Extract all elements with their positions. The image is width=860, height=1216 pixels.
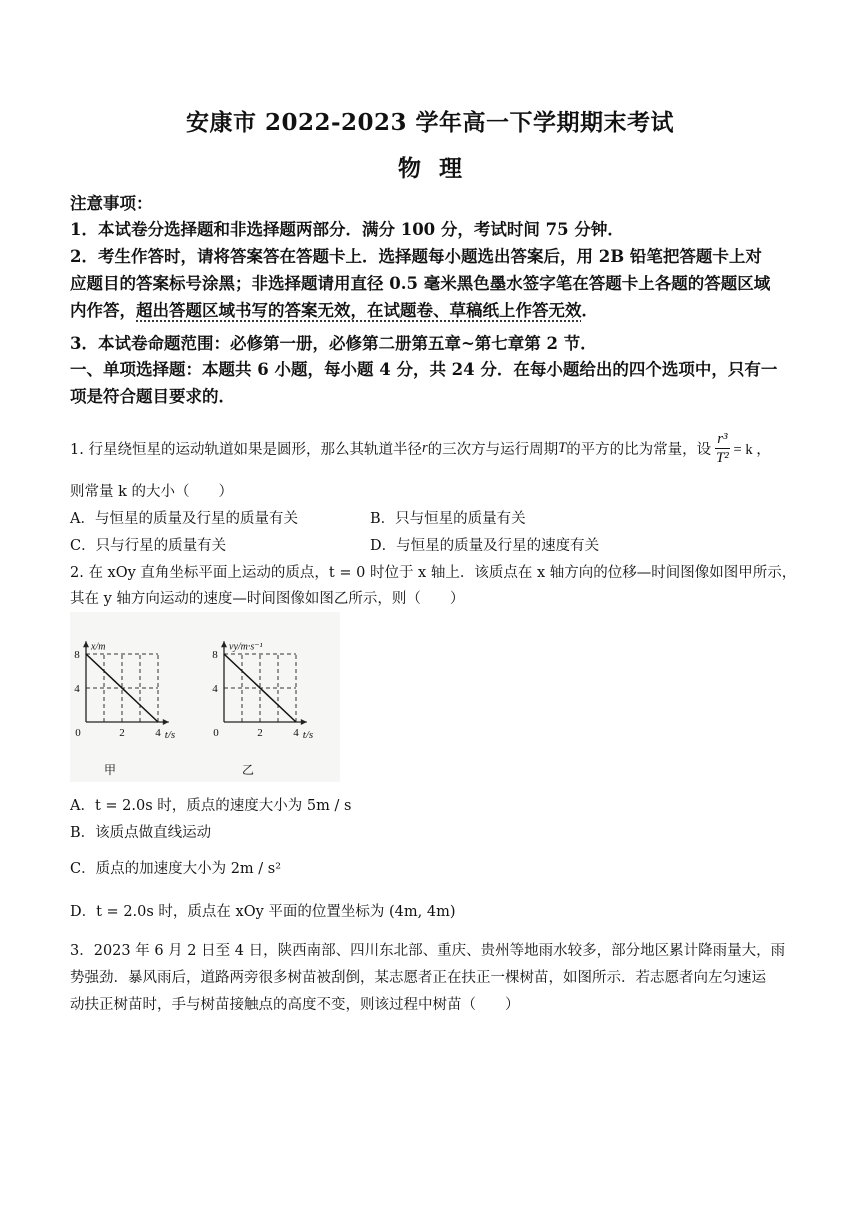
q1-text-d: = k ， [733, 441, 771, 458]
section-1-line-2: 项是符合题目要求的． [70, 387, 235, 406]
q2-option-d: D．t = 2.0s 时，质点在 xOy 平面的位置坐标为 (4m, 4m) [70, 904, 456, 920]
x-axis-label: t/s [164, 729, 176, 741]
q2-graphs-figure [70, 612, 340, 782]
y-axis-label: vy/m·s⁻¹ [229, 641, 263, 653]
question-1-line-2: 则常量 k 的大小（ ） [70, 484, 234, 500]
x-tick-label: 4 [293, 727, 299, 739]
q1-fraction-numerator: r³ [717, 430, 728, 447]
y-tick-label: 4 [212, 683, 218, 695]
question-1-line-1 [70, 424, 771, 472]
notice-item-3: 3．本试卷命题范围：必修第一册，必修第二册第五章~第七章第 2 节． [70, 334, 597, 353]
x-tick-label: 0 [75, 727, 81, 739]
section-1-line-1: 一、单项选择题：本题共 6 小题，每小题 4 分，共 24 分．在每小题给出的四个选项中，只有一 [70, 360, 778, 379]
q1-option-a: A．与恒星的质量及行星的质量有关 [70, 511, 298, 527]
notice-item-2-line-3c: ． [581, 301, 598, 320]
subject-title: 物理 [398, 155, 480, 182]
y-tick-label: 8 [74, 649, 80, 661]
q1-option-d: D．与恒星的质量及行星的速度有关 [370, 538, 600, 554]
q1-option-c: C．只与行星的质量有关 [70, 538, 227, 554]
q2-option-b: B．该质点做直线运动 [70, 825, 212, 841]
q1-var-r: r [421, 439, 428, 456]
x-tick-label: 2 [119, 727, 125, 739]
graph-caption-jia: 甲 [103, 763, 117, 777]
q1-option-b: B．只与恒星的质量有关 [370, 511, 526, 527]
y-tick-label: 8 [212, 649, 218, 661]
q1-text-a: 1. 行星绕恒星的运动轨道如果是圆形，那么其轨道半径 [70, 441, 422, 458]
x-tick-label: 4 [155, 727, 161, 739]
notice-item-2-line-1: 2．考生作答时，请将答案答在答题卡上．选择题每小题选出答案后，用 2B 铅笔把答题卡上对 [70, 247, 762, 266]
notice-emphasis-text: 超出答题区域书写的答案无效，在试题卷、草稿纸上作答无效 [136, 301, 582, 320]
y-tick-label: 4 [74, 683, 80, 695]
question-2-line-2: 其在 y 轴方向运动的速度—时间图像如图乙所示，则（ ） [70, 591, 465, 607]
question-3-line-1: 3．2023 年 6 月 2 日至 4 日，陕西南部、四川东北部、重庆、贵州等地雨水较多，部分地区累计降雨量大，雨 [70, 943, 786, 959]
notice-item-2-line-2: 应题目的答案标号涂黑；非选择题请用直径 0.5 毫米黑色墨水签字笔在答题卡上各题的答题区域 [70, 274, 771, 293]
x-axis-label: t/s [302, 729, 314, 741]
notice-item-2-line-3a: 内作答， [70, 301, 136, 320]
q2-option-c: C．质点的加速度大小为 2m / s² [70, 861, 282, 877]
exam-title: 安康市 2022-2023 学年高一下学期期末考试 [185, 109, 675, 136]
x-tick-label: 0 [213, 727, 219, 739]
notice-item-2-line-3 [70, 297, 598, 321]
graph-caption-yi: 乙 [241, 763, 255, 777]
q1-text-c: 的平方的比为常量，设 [566, 441, 712, 458]
notice-heading: 注意事项： [70, 194, 153, 213]
question-3-line-3: 动扶正树苗时，手与树苗接触点的高度不变，则该过程中树苗（ ） [70, 997, 520, 1013]
x-tick-label: 2 [257, 727, 263, 739]
q2-option-a: A．t = 2.0s 时，质点的速度大小为 5m / s [70, 798, 352, 814]
figure-background [70, 612, 340, 782]
q1-text-b: 的三次方与运行周期 [427, 441, 559, 458]
question-3-line-2: 势强劲．暴风雨后，道路两旁很多树苗被刮倒，某志愿者正在扶正一棵树苗，如图所示．若志愿者向左匀速运 [70, 970, 766, 986]
q1-fraction-denominator: T² [715, 449, 729, 466]
notice-item-1: 1．本试卷分选择题和非选择题两部分．满分 100 分，考试时间 75 分钟． [70, 220, 624, 239]
y-axis-label: x/m [91, 641, 106, 653]
question-2-line-1: 2. 在 xOy 直角坐标平面上运动的质点，t = 0 时位于 x 轴上．该质点在 x 轴方向的位移—时间图像如图甲所示， [70, 565, 797, 581]
q1-fraction [715, 430, 729, 467]
q1-var-T: T [558, 439, 567, 456]
